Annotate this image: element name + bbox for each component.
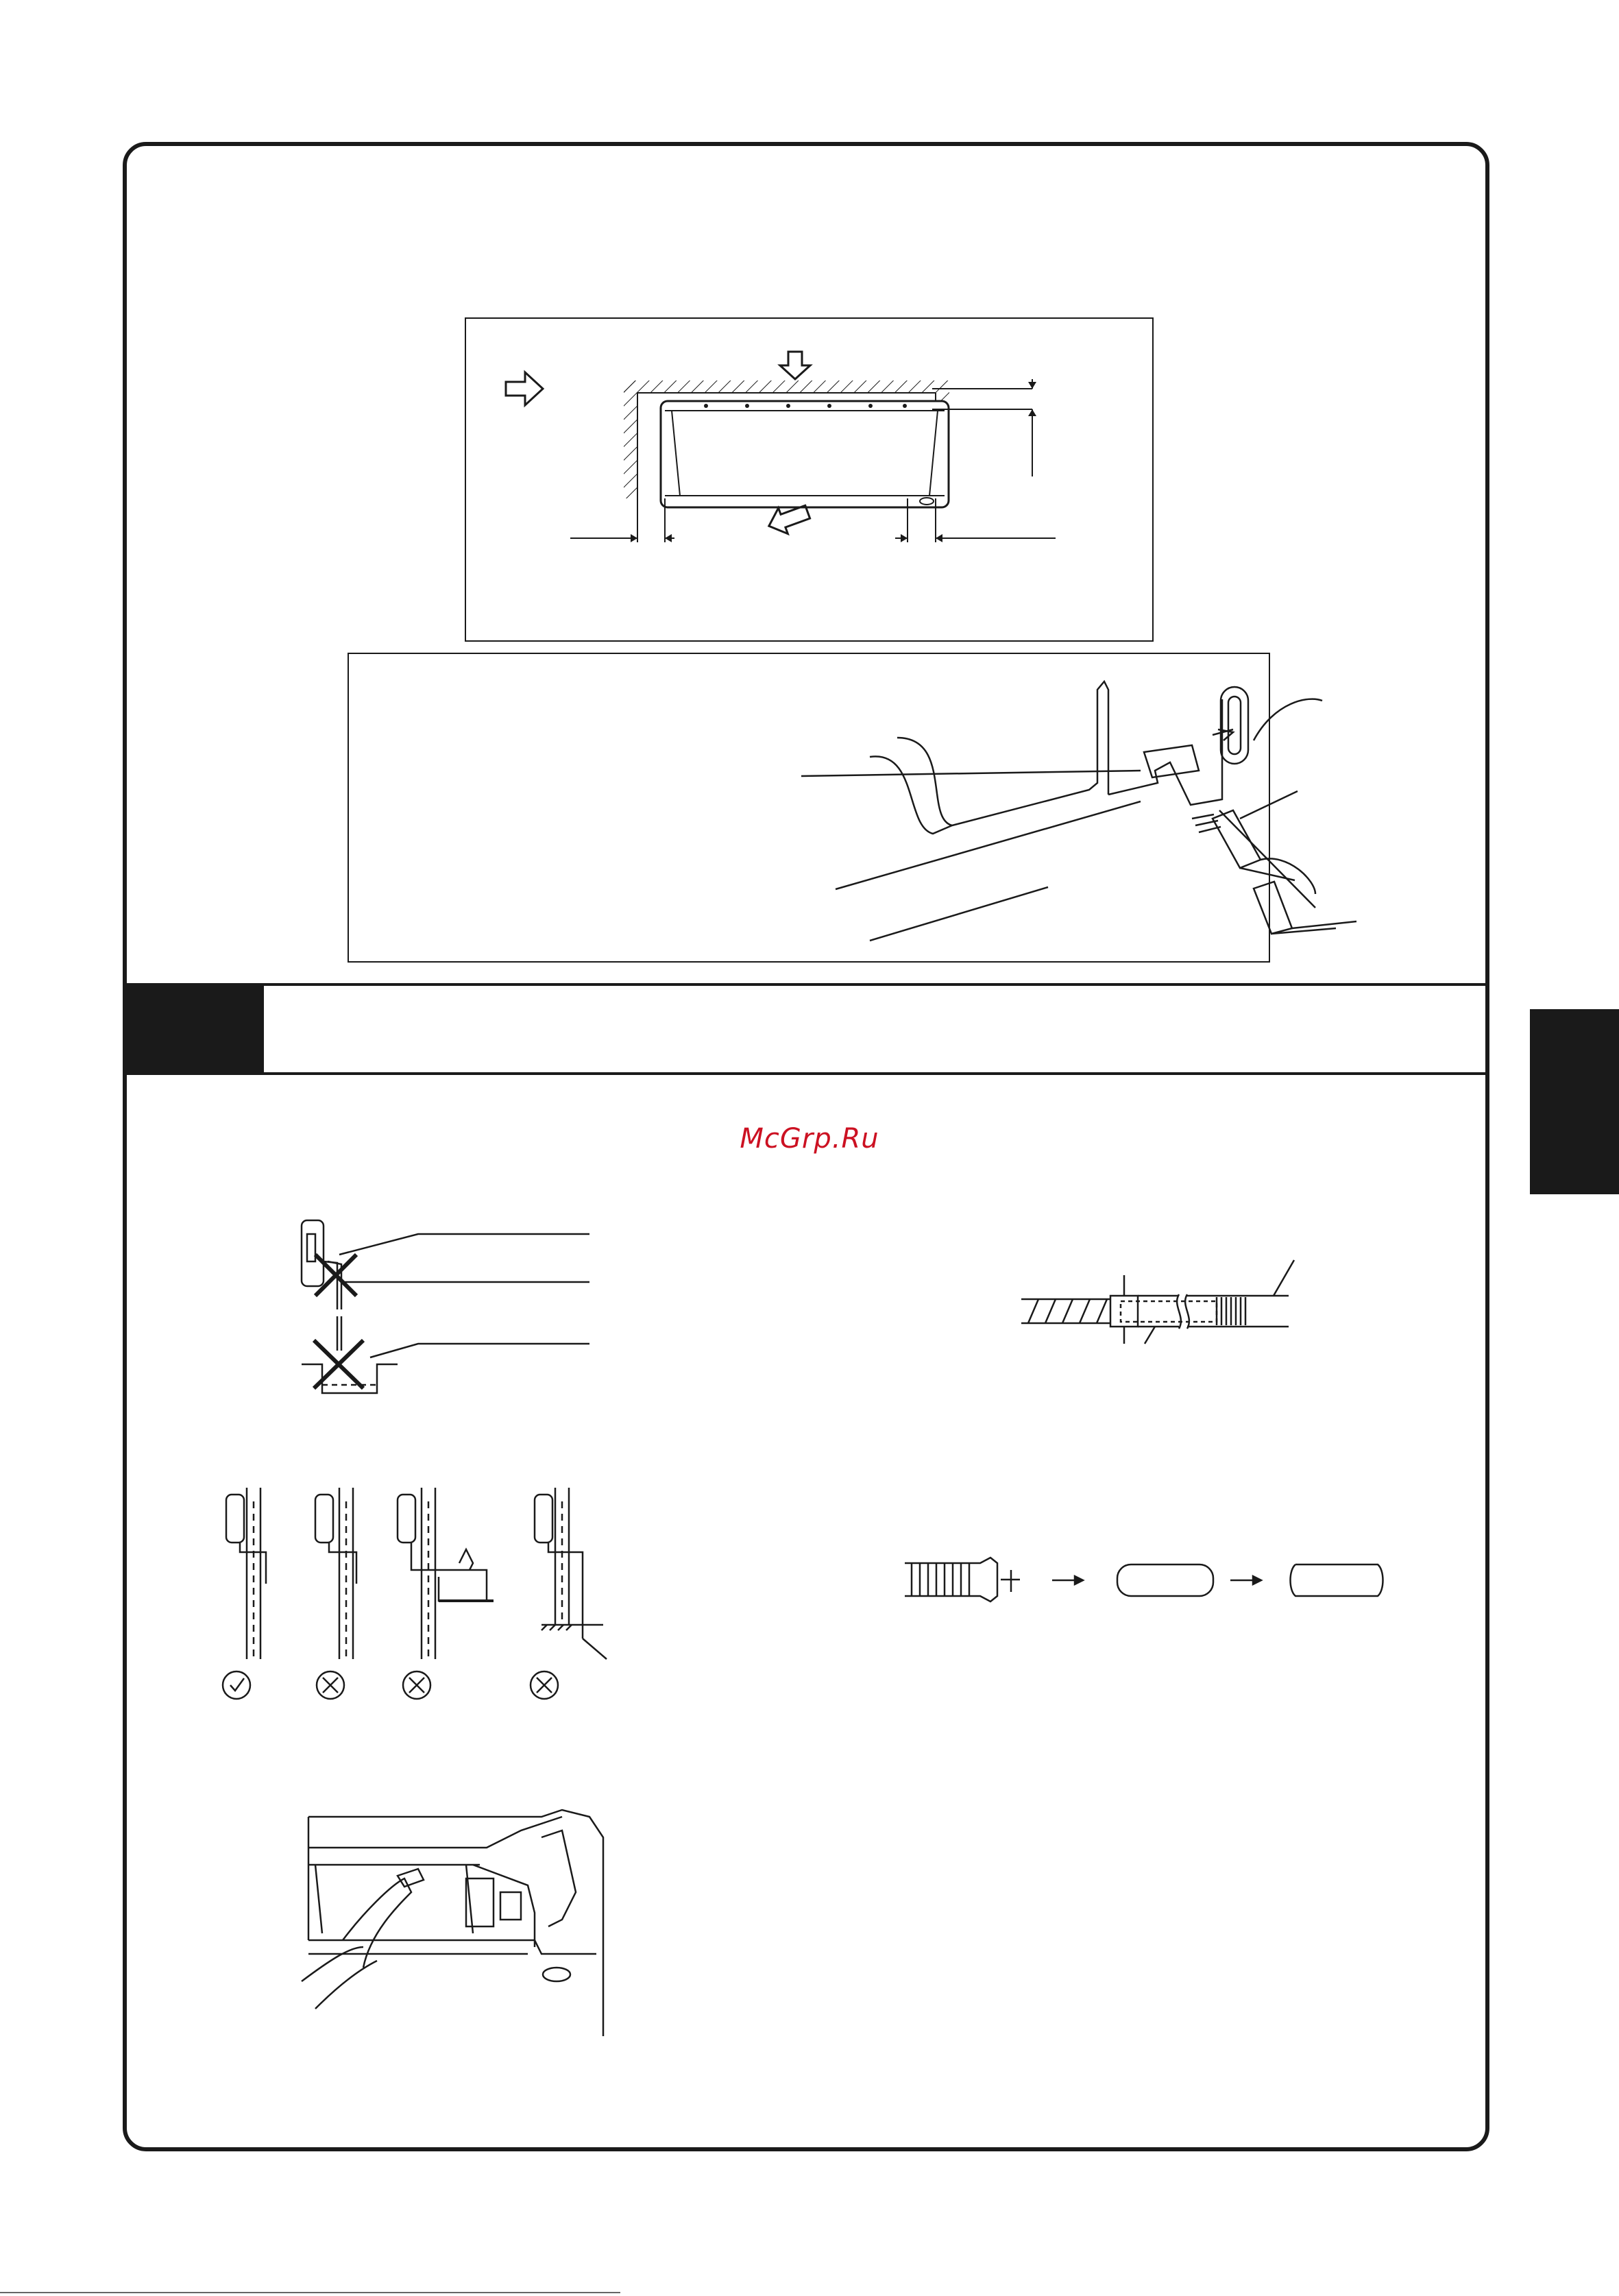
cross-circle-icon	[403, 1671, 430, 1699]
mounting-plate-figure	[348, 653, 1270, 963]
section-rule-bottom	[123, 1072, 1489, 1075]
bottom-rule	[0, 2292, 620, 2293]
section-rule-top	[123, 983, 1489, 986]
arrow-right-icon	[1052, 1576, 1083, 1584]
hose-cutting-sequence-diagram	[898, 1549, 1391, 1611]
watermark-text: McGrp.Ru	[740, 1123, 879, 1155]
clearance-diagram	[466, 319, 1155, 643]
indoor-unit-hose-removal-diagram	[302, 1810, 617, 2036]
clearance-figure	[465, 317, 1154, 642]
chapter-tab	[1530, 1009, 1619, 1194]
cross-circle-icon	[531, 1671, 558, 1699]
drain-hose-prohibited-diagram	[295, 1213, 603, 1405]
mounting-plate-diagram	[349, 654, 1271, 964]
section-number-block	[123, 983, 264, 1075]
hollow-arrow-right-icon	[506, 372, 543, 405]
hose-routing-options-diagram	[212, 1481, 610, 1700]
check-circle-icon	[223, 1671, 250, 1699]
pipe-insulation-diagram	[1014, 1241, 1330, 1364]
cross-circle-icon	[317, 1671, 344, 1699]
arrow-right-icon	[1230, 1576, 1261, 1584]
